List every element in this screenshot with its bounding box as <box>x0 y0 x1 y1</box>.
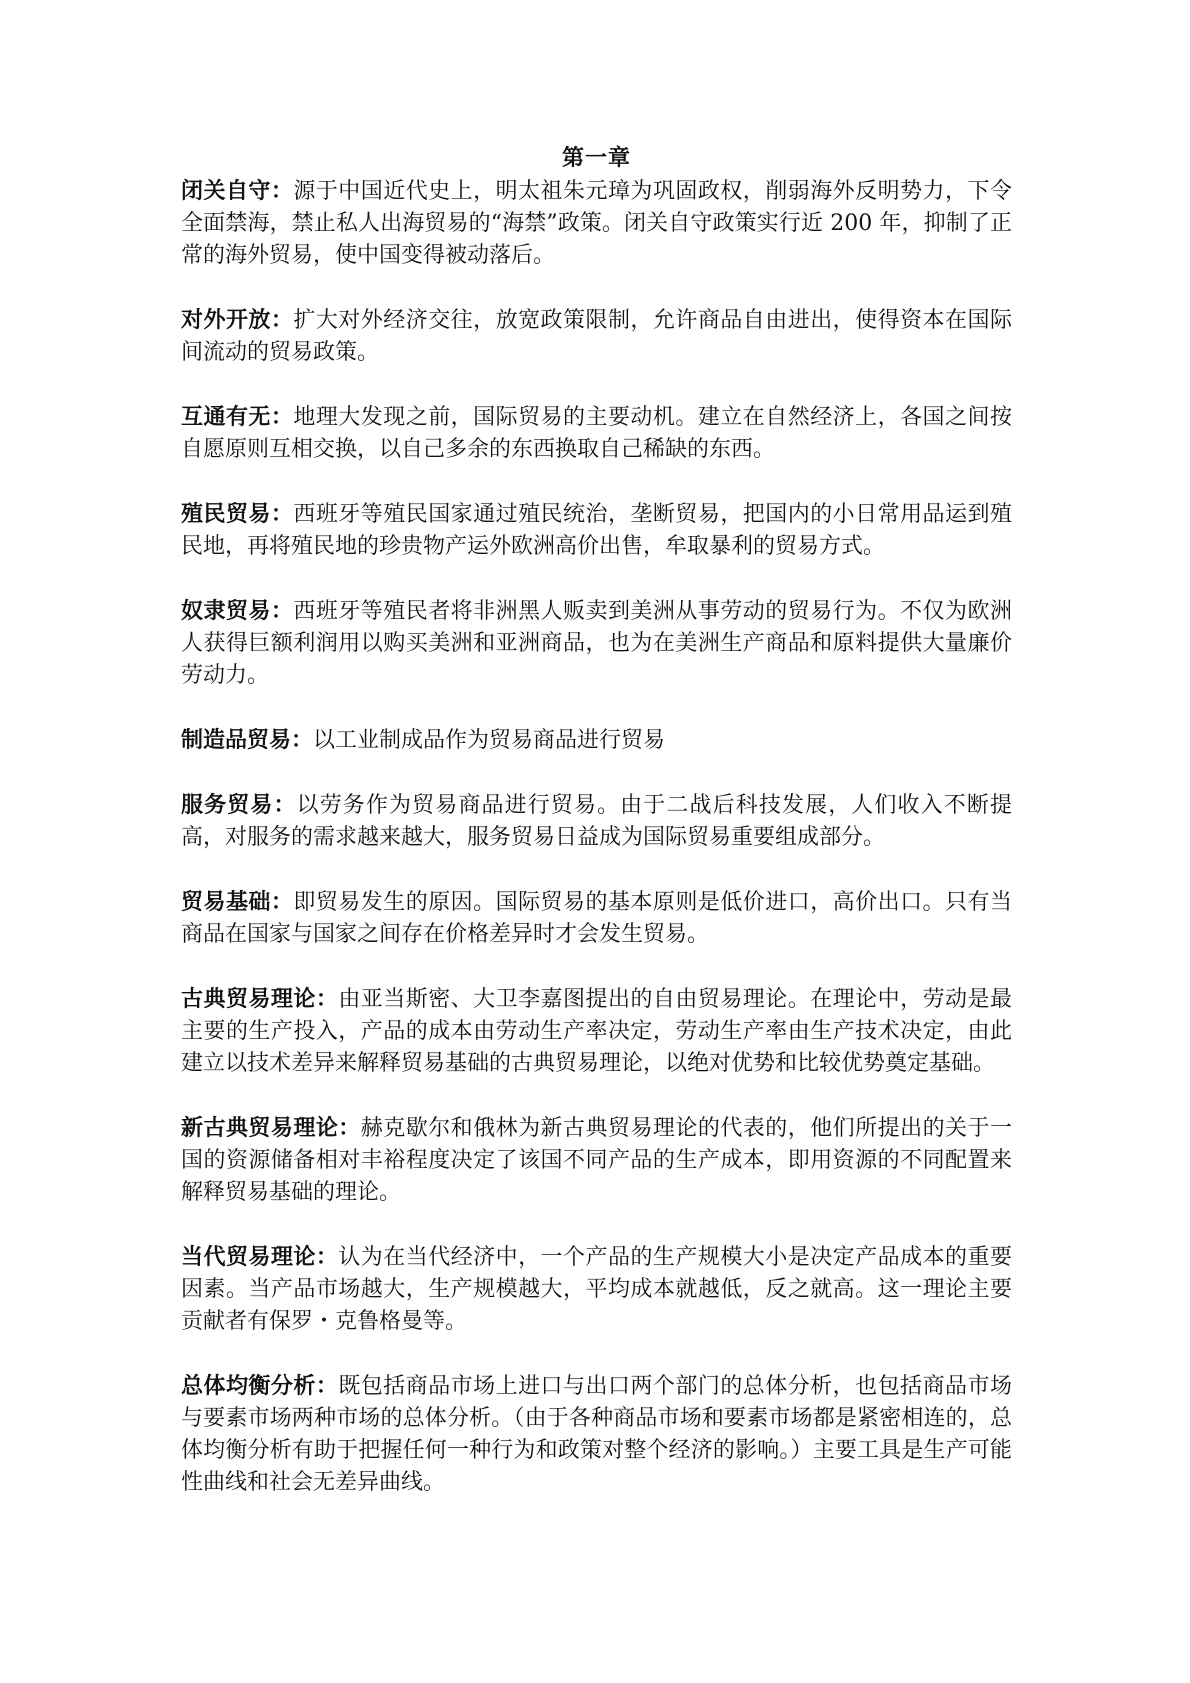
entry-term: 当代贸易理论： <box>181 1244 339 1270</box>
glossary-entry <box>181 401 1012 466</box>
chapter-title: 第一章 <box>561 145 631 171</box>
entry-term: 制造品贸易： <box>181 727 314 753</box>
glossary-entry <box>181 983 1012 1080</box>
entry-term: 古典贸易理论： <box>181 986 339 1012</box>
entry-definition: 以工业制成品作为贸易商品进行贸易 <box>313 728 666 753</box>
entry-definition: 扩大对外经济交往，放宽政策限制，允许商品自由进出，使得资本在国际间流动的贸易政策。 <box>181 308 1012 365</box>
document-page <box>181 143 1012 1531</box>
entry-term: 殖民贸易： <box>181 501 294 527</box>
glossary-entry <box>181 886 1012 951</box>
entry-definition: 既包括商品市场上进口与出口两个部门的总体分析，也包括商品市场与要素市场两种市场的总体分析。（由于各种商品市场和要素市场都是紧密相连的，总体均衡分析有助于把握任何一种行为和政策对整个经济的影响。）主要工具是生产可能性曲线和社会无差异曲线。 <box>181 1374 1012 1495</box>
entry-term: 新古典贸易理论： <box>181 1115 361 1141</box>
entry-term: 对外开放： <box>181 307 294 333</box>
entry-definition: 地理大发现之前，国际贸易的主要动机。建立在自然经济上，各国之间按自愿原则互相交换，以自己多余的东西换取自己稀缺的东西。 <box>181 405 1012 462</box>
entry-definition: 由亚当斯密、大卫李嘉图提出的自由贸易理论。在理论中，劳动是最主要的生产投入，产品的成本由劳动生产率决定，劳动生产率由生产技术决定，由此建立以技术差异来解释贸易基础的古典贸易理论，以绝对优势和比较优势奠定基础。 <box>181 987 1012 1076</box>
entry-definition: 西班牙等殖民者将非洲黑人贩卖到美洲从事劳动的贸易行为。不仅为欧洲人获得巨额利润用以购买美洲和亚洲商品，也为在美洲生产商品和原料提供大量廉价劳动力。 <box>181 599 1012 688</box>
entry-term: 闭关自守： <box>181 178 294 204</box>
glossary-entry <box>181 1241 1012 1338</box>
glossary-entry <box>181 724 1012 757</box>
glossary-entry <box>181 595 1012 692</box>
entry-term: 贸易基础： <box>181 889 294 915</box>
glossary-entry <box>181 789 1012 854</box>
entry-definition: 源于中国近代史上，明太祖朱元璋为巩固政权，削弱海外反明势力，下令全面禁海，禁止私人出海贸易的“海禁”政策。闭关自守政策实行近 200 年，抑制了正常的海外贸易，使中国变得被动落后。 <box>181 179 1012 268</box>
glossary-entry <box>181 175 1012 272</box>
entry-definition: 即贸易发生的原因。国际贸易的基本原则是低价进口，高价出口。只有当商品在国家与国家之间存在价格差异时才会发生贸易。 <box>181 890 1012 947</box>
entry-definition: 以劳务作为贸易商品进行贸易。由于二战后科技发展，人们收入不断提高，对服务的需求越来越大，服务贸易日益成为国际贸易重要组成部分。 <box>181 793 1012 850</box>
entry-term: 奴隶贸易： <box>181 598 294 624</box>
glossary-entry <box>181 304 1012 369</box>
entry-definition: 认为在当代经济中，一个产品的生产规模大小是决定产品成本的重要因素。当产品市场越大，生产规模越大，平均成本就越低，反之就高。这一理论主要贡献者有保罗・克鲁格曼等。 <box>181 1245 1012 1334</box>
entry-term: 互通有无： <box>181 404 294 430</box>
entry-definition: 西班牙等殖民国家通过殖民统治，垄断贸易，把国内的小日常用品运到殖民地，再将殖民地的珍贵物产运外欧洲高价出售，牟取暴利的贸易方式。 <box>181 502 1012 559</box>
glossary-entry <box>181 498 1012 563</box>
glossary-entry <box>181 1112 1012 1209</box>
entry-definition: 赫克歇尔和俄林为新古典贸易理论的代表的，他们所提出的关于一国的资源储备相对丰裕程度决定了该国不同产品的生产成本，即用资源的不同配置来解释贸易基础的理论。 <box>181 1116 1012 1205</box>
entry-term: 服务贸易： <box>181 792 297 818</box>
entry-term: 总体均衡分析： <box>181 1373 339 1399</box>
glossary-entry <box>181 1370 1012 1499</box>
